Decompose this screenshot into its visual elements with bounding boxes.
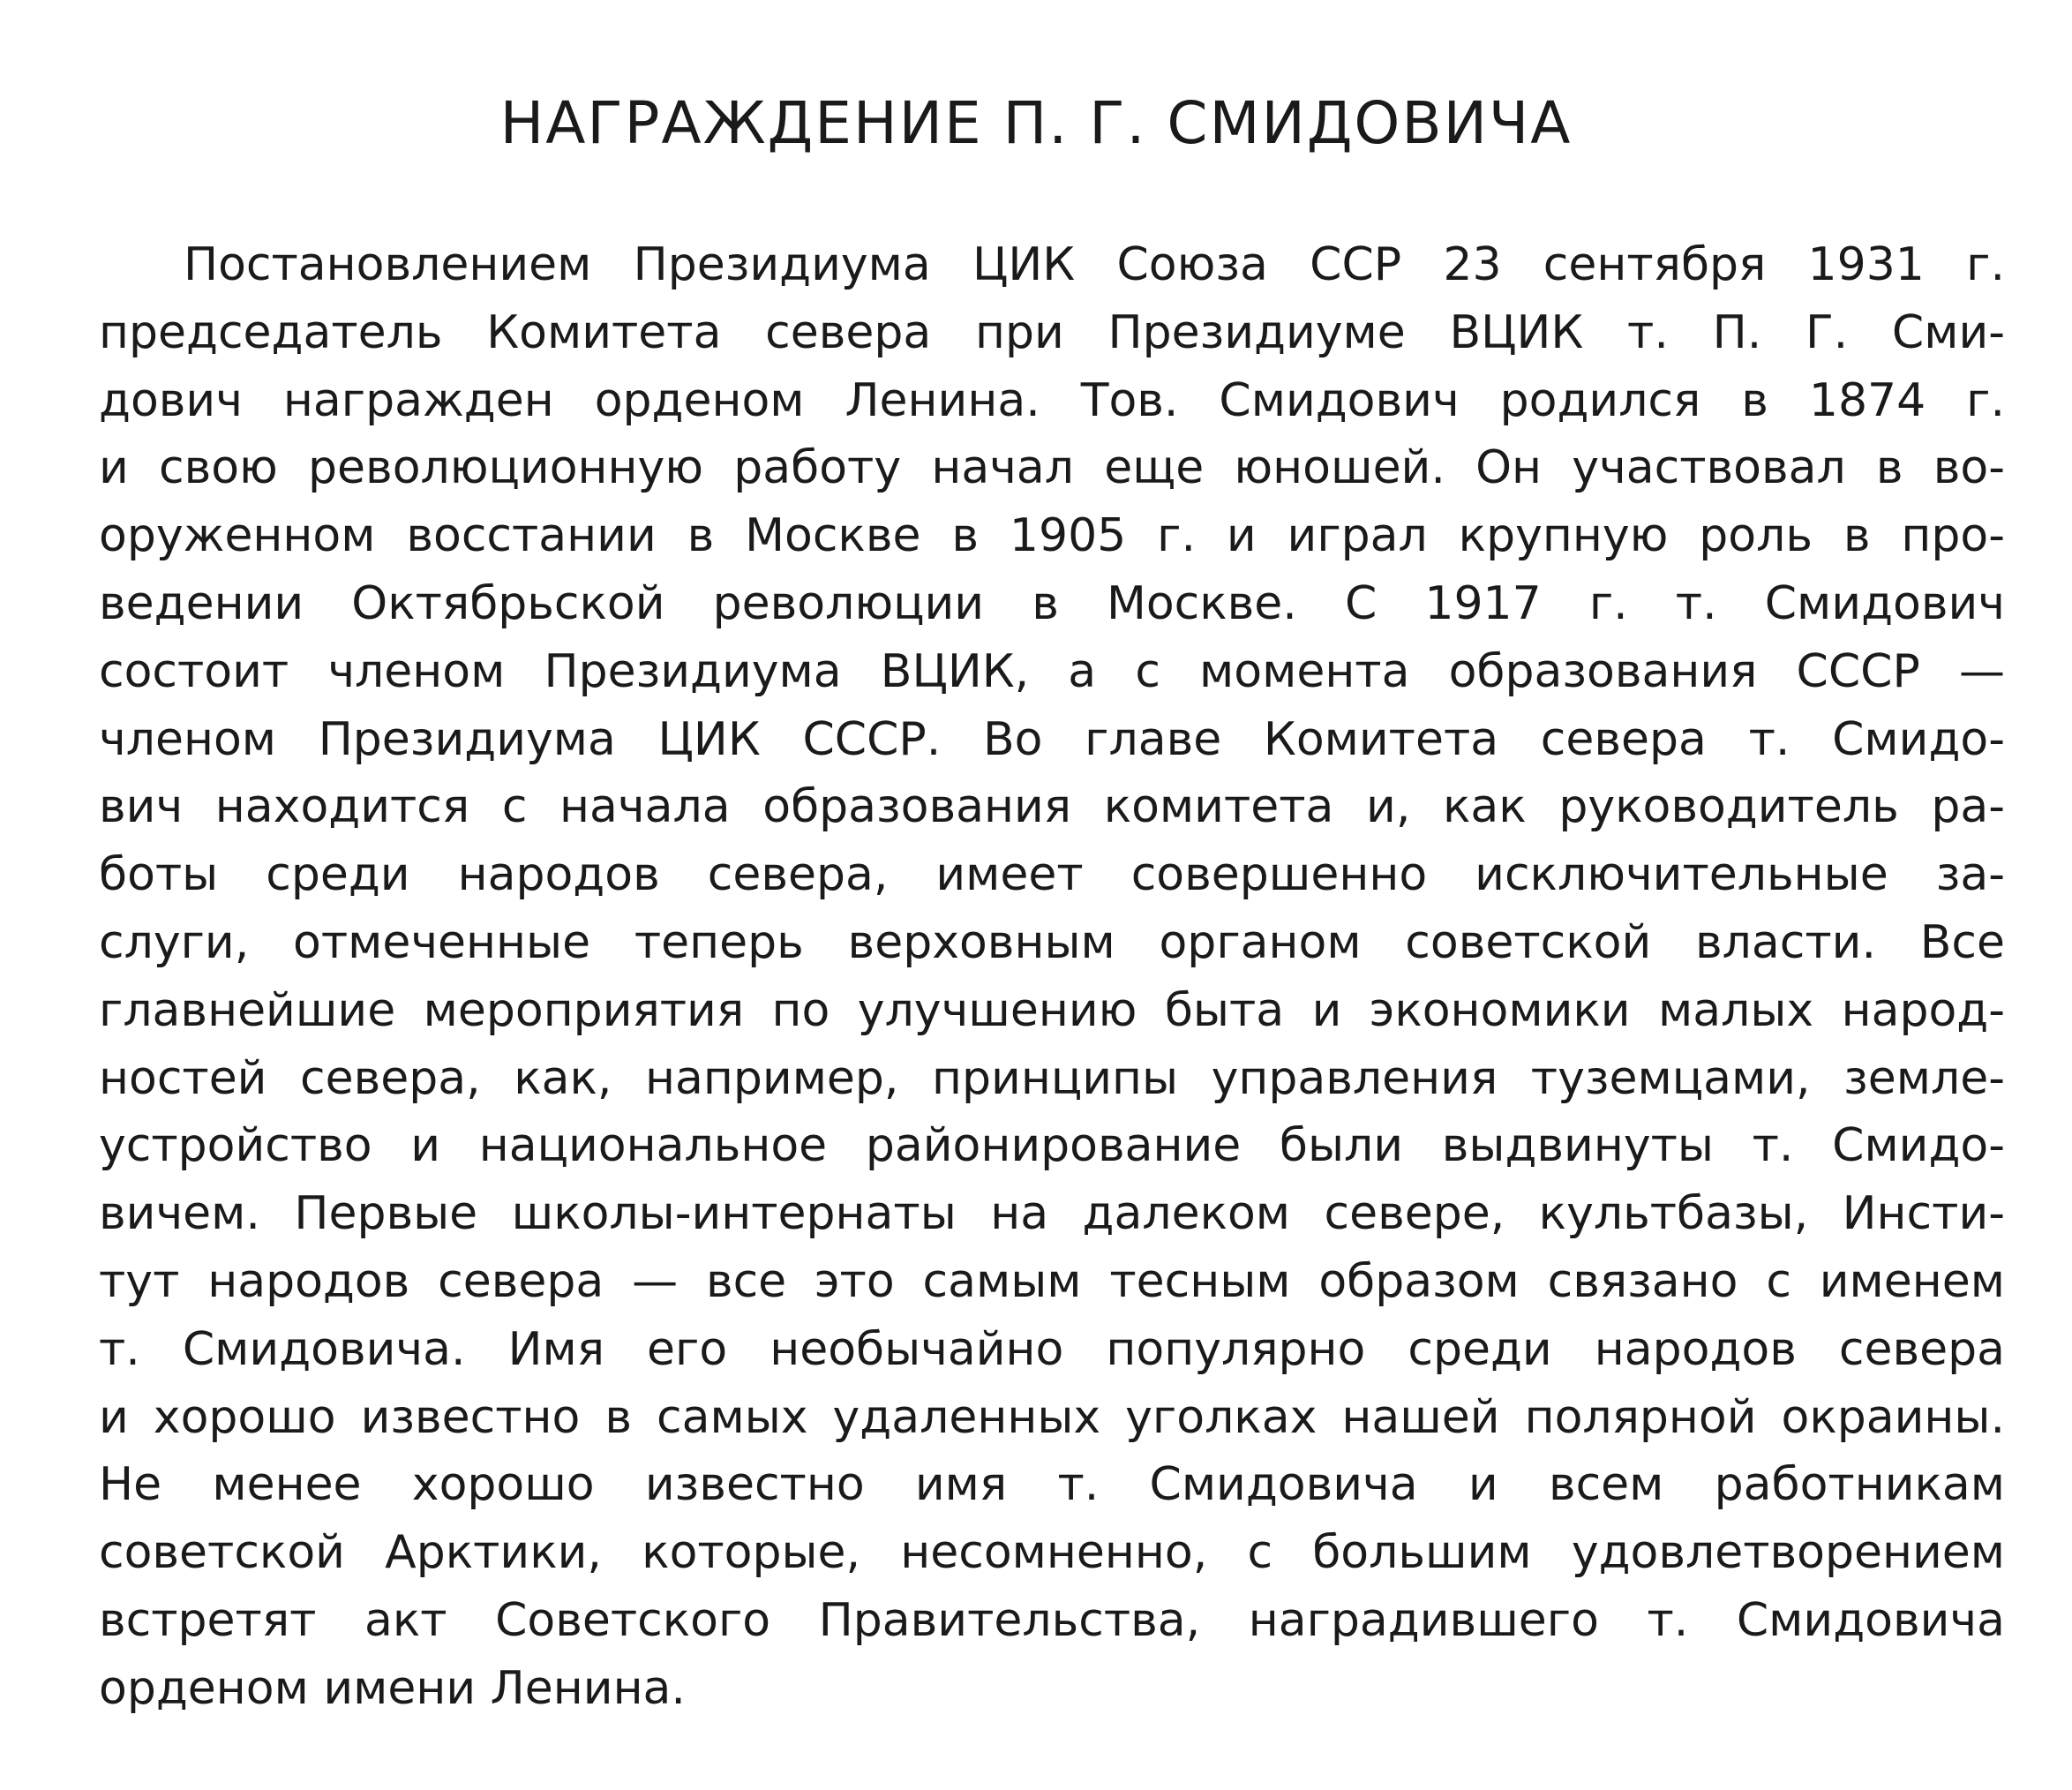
paragraph-line: дович награжден орденом Ленина. Тов. Смидович родился в 1874 г.	[99, 373, 2005, 427]
document-title: НАГРАЖДЕНИЕ П. Г. СМИДОВИЧА	[499, 89, 1573, 157]
paragraph-line: членом Президиума ЦИК СССР. Во главе Комитета севера т. Смидо-	[99, 712, 2005, 766]
paragraph-line: оруженном восстании в Москве в 1905 г. и играл крупную роль в про-	[99, 509, 2005, 563]
paragraph-line: председатель Комитета севера при Президиуме ВЦИК т. П. Г. Сми-	[99, 305, 2005, 359]
paragraph-line: и свою революционную работу начал еще юношей. Он участвовал в во-	[99, 441, 2005, 495]
paragraph-line: слуги, отмеченные теперь верховным органом советской власти. Все	[99, 915, 2005, 969]
paragraph-line: устройство и национальное районирование были выдвинуты т. Смидо-	[99, 1119, 2005, 1173]
paragraph-line: Постановлением Президиума ЦИК Союза ССР 23 сентября 1931 г.	[184, 238, 2005, 291]
paragraph-line: вичем. Первые школы-интернаты на далеком севере, культбазы, Инсти-	[99, 1187, 2005, 1241]
paragraph-line: встретят акт Советского Правительства, наградившего т. Смидовича	[99, 1593, 2005, 1647]
paragraph-line: и хорошо известно в самых удаленных уголках нашей полярной окраины.	[99, 1390, 2005, 1444]
document-body	[99, 231, 2005, 1723]
paragraph-line: главнейшие мероприятия по улучшению быта и экономики малых народ-	[99, 983, 2005, 1037]
paragraph-line: тут народов севера — все это самым тесным образом связано с именем	[99, 1254, 2005, 1308]
paragraph-line: ностей севера, как, например, принципы управления туземцами, земле-	[99, 1051, 2005, 1105]
paragraph-line: орденом имени Ленина.	[99, 1661, 686, 1715]
paragraph-line: т. Смидовича. Имя его необычайно популярно среди народов севера	[99, 1322, 2005, 1376]
paragraph-line: вич находится с начала образования комитета и, как руководитель ра-	[99, 780, 2005, 834]
paragraph-line: ведении Октябрьской революции в Москве. С 1917 г. т. Смидович	[99, 576, 2005, 630]
paragraph-line: состоит членом Президиума ВЦИК, а с момента образования СССР —	[99, 644, 2005, 698]
paragraph-line: боты среди народов севера, имеет совершенно исключительные за-	[99, 848, 2005, 902]
paragraph-line: советской Арктики, которые, несомненно, с большим удовлетворением	[99, 1526, 2005, 1580]
paragraph-line: Не менее хорошо известно имя т. Смидовича и всем работникам	[99, 1458, 2005, 1512]
